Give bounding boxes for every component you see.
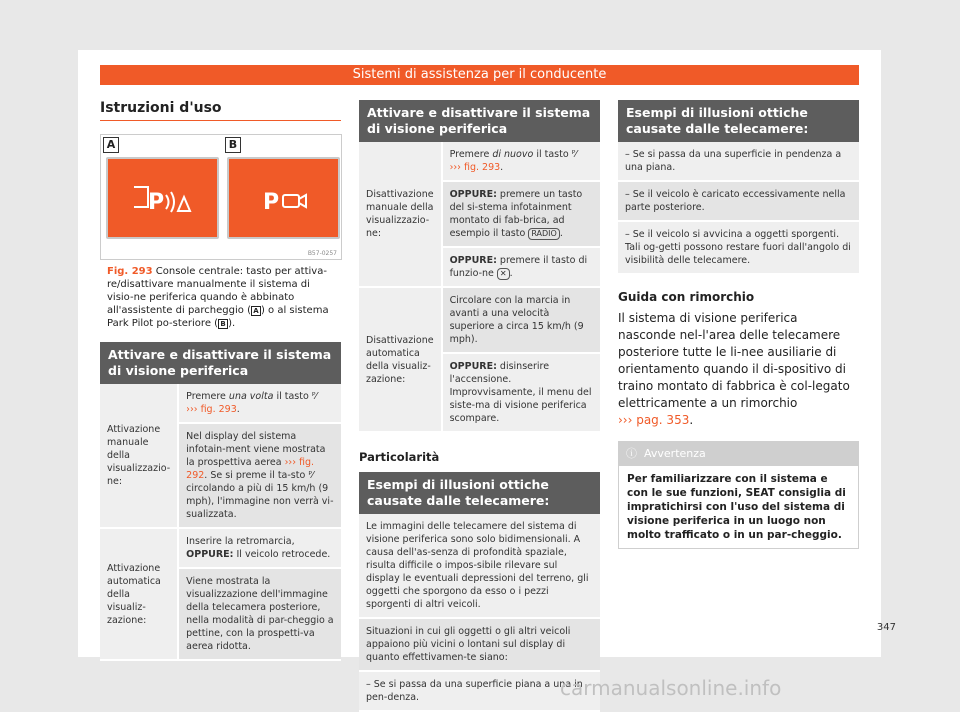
info-icon: ⓘ xyxy=(626,447,637,460)
table-cell: OPPURE: premere un tasto del si-stema infotainment montato di fab-brica, ad esempio il tasto RADIO . xyxy=(442,181,600,247)
caption-number: Fig. 293 xyxy=(107,266,153,277)
caption-text: Console centrale: tasto per attiva-re/disattivare manualmente il sistema di visio-ne periferica quando è abbinato all'assistente di parcheggio ( xyxy=(107,266,327,316)
table-title: Attivare e disattivare il sistema di visione periferica xyxy=(359,100,600,142)
column-3 xyxy=(618,100,859,549)
row-label: Attivazione manuale della visualizzazio-ne: xyxy=(100,384,178,528)
list-item: – Se il veicolo è caricato eccessivamente nella parte posteriore. xyxy=(618,182,859,222)
svg-text:P: P xyxy=(263,190,280,215)
radio-key: RADIO xyxy=(528,228,560,240)
close-x-icon: ✕ xyxy=(497,268,510,280)
list-item: – Se il veicolo si avvicina a oggetti sporgenti. Tali og-getti possono restare fuori dall'angolo di visibilità delle telecamere. xyxy=(618,222,859,275)
row-label: Disattivazione automatica della visualiz-zazione: xyxy=(359,287,442,432)
table-cell: OPPURE: premere il tasto di funzio-ne ✕ . xyxy=(442,247,600,287)
figure-293 xyxy=(100,134,342,260)
list-item: – Se si passa da una superficie piana a una in pen-denza. xyxy=(359,672,600,712)
list-item: Le immagini delle telecamere del sistema di visione periferica sono solo bidimensionali. A causa dell'as-senza di profondità spaziale, risulta difficile o impos-sibile rilevare sul display le eventuali depressioni del terreno, gli oggetti che sporgono da esso o i pezzi sporgenti di altri veicoli. xyxy=(359,514,600,619)
activation-table xyxy=(100,384,341,661)
park-assist-icon: ᴾ⁄ xyxy=(308,470,314,481)
page-ref[interactable]: ››› pag. 353 xyxy=(618,413,690,427)
warning-box xyxy=(618,441,859,549)
illusion-title: Esempi di illusioni ottiche causate dalle telecamere: xyxy=(359,472,600,514)
table-activation xyxy=(100,342,341,661)
park-assist-icon: ᴾ⁄ xyxy=(571,149,577,160)
warning-header: ⓘ Avvertenza xyxy=(618,441,859,465)
caption-mid: ) o al sistema Park Pilot po-steriore ( xyxy=(107,305,329,329)
button-panel-a xyxy=(106,157,219,239)
table-cell: Viene mostrata la visualizzazione dell'immagine della telecamera posteriore, nella modalità di par-cheggio a pettine, con la prospetti-va aerea ridotta. xyxy=(178,568,341,660)
deactivation-table xyxy=(359,142,600,433)
button-panel-b xyxy=(227,157,340,239)
figure-ref[interactable]: ››› fig. 292 xyxy=(186,457,315,481)
watermark: carmanualsonline.info xyxy=(560,676,782,700)
table-title: Attivare e disattivare il sistema di visione periferica xyxy=(100,342,341,384)
table-cell: Nel display del sistema infotain-ment viene mostrata la prospettiva aerea ››› fig. 292. Se si preme il ta-sto ᴾ⁄ circolando a più di 15 km/h (9 mph), l'immagine non verrà vi-sualizzata. xyxy=(178,423,341,528)
figure-caption xyxy=(107,265,337,330)
row-label: Disattivazione manuale della visualizzazio-ne: xyxy=(359,142,442,287)
caption-box-a: A xyxy=(251,306,261,316)
table-cell: Premere di nuovo il tasto ᴾ⁄ ››› fig. 293. xyxy=(442,142,600,181)
page-number: 347 xyxy=(876,622,896,633)
table-cell: OPPURE: disinserire l'accensione. Improvvisamente, il menu del siste-ma di visione periferica scompare. xyxy=(442,353,600,432)
row-label: Attivazione automatica della visualiz-zazione: xyxy=(100,528,178,660)
list-item: – Se si passa da una superficie in pendenza a una piana. xyxy=(618,142,859,182)
particolarita-heading: Particolarità xyxy=(359,450,440,464)
figure-ref[interactable]: ››› fig. 293 xyxy=(186,404,237,415)
svg-text:P: P xyxy=(148,190,165,215)
park-assist-icon: ᴾ⁄ xyxy=(311,391,318,402)
column-1 xyxy=(100,100,341,121)
park-assist-icon xyxy=(108,159,217,237)
caption-end: ). xyxy=(228,318,236,329)
figure-letter-b: B xyxy=(225,137,241,153)
section-rule xyxy=(100,120,341,121)
section-title: Istruzioni d'uso xyxy=(100,100,222,116)
illusion-title: Esempi di illusioni ottiche causate dalle telecamere: xyxy=(618,100,859,142)
figure-ref[interactable]: ››› fig. 293 xyxy=(449,162,501,173)
table-cell: Inserire la retromarcia, OPPURE: Il veicolo retrocede. xyxy=(178,528,341,568)
list-item: Situazioni in cui gli oggetti o gli altri veicoli appaiono più vicini o lontani sul display di quanto effettivamen-te siano: xyxy=(359,619,600,672)
illusion-list xyxy=(618,142,859,275)
figure-code: B57-0257 xyxy=(307,250,337,257)
chapter-header: Sistemi di assistenza per il conducente xyxy=(100,65,859,85)
figure-letter-a: A xyxy=(103,137,119,153)
table-cell: Premere una volta il tasto ᴾ⁄ ››› fig. 293. xyxy=(178,384,341,423)
table-cell: Circolare con la marcia in avanti a una velocità superiore a circa 15 km/h (9 mph). xyxy=(442,287,600,353)
warning-text: Per familiarizzare con il sistema e con le sue funzioni, SEAT consiglia di impratichirsi con l'uso del sistema di visione periferica in un luogo non molto trafficato o in un par-cheggio. xyxy=(618,465,859,549)
caption-box-b: B xyxy=(218,319,228,329)
guida-heading: Guida con rimorchio xyxy=(618,290,755,304)
camera-icon xyxy=(229,159,338,237)
guida-text: Il sistema di visione periferica nasconde nel-l'area delle telecamere posteriore tutte le li-nee ausiliarie di orientamento quando il di-spositivo di traino montato di fabbrica è col-legato elettricamente a un rimorchio ››› pag. 353. xyxy=(618,311,850,427)
column-2 xyxy=(359,100,600,712)
